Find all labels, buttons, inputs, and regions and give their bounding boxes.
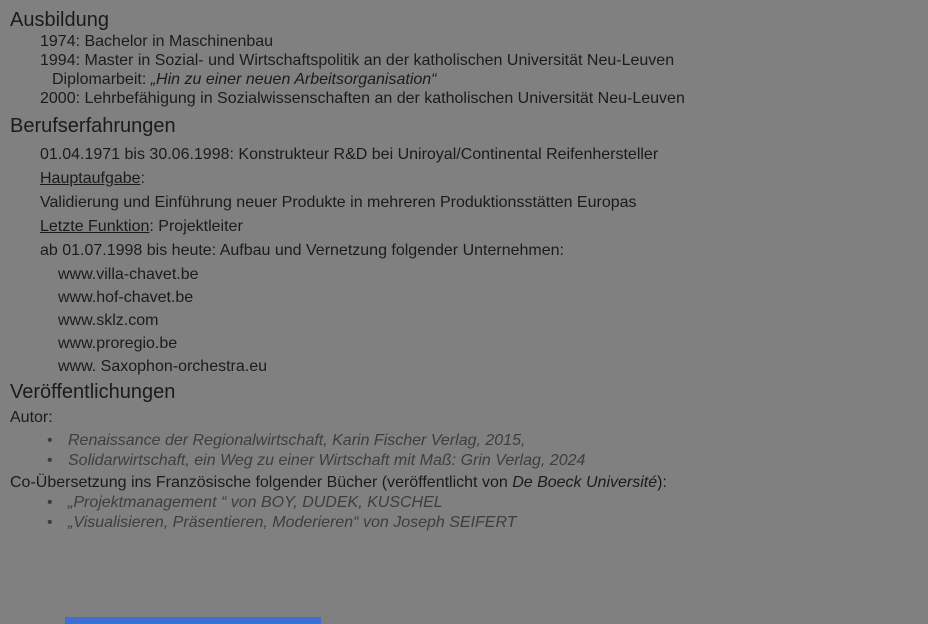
bullet-icon: • — [47, 432, 53, 449]
book-title: „Visualisieren, Präsentieren, Moderieren“ von Joseph SEIFERT — [68, 514, 517, 531]
book-item-solidarwirtschaft — [10, 451, 920, 471]
website-sklz: www.sklz.com — [58, 312, 159, 329]
bullet-icon: • — [47, 494, 53, 511]
letzte-funktion-line — [40, 215, 920, 239]
hauptaufgabe-line — [40, 167, 920, 191]
education-entry-diplomarbeit — [52, 70, 920, 89]
publisher-name: De Boeck Université — [512, 474, 658, 491]
book-title: Renaissance der Regionalwirtschaft, Karin Fischer Verlag, 2015, — [68, 432, 526, 449]
education-entry-2000: 2000: Lehrbefähigung in Sozialwissenschaften an der katholischen Universität Neu-Leuven — [40, 90, 685, 107]
current-work-entry: ab 01.07.1998 bis heute: Aufbau und Vernetzung folgender Unternehmen: — [40, 242, 564, 259]
education-entry-1994: 1994: Master in Sozial- und Wirtschaftspolitik an der katholischen Universität Neu-Leuven — [40, 52, 675, 69]
letzte-funktion-value: : Projektleiter — [149, 218, 243, 235]
bottom-blue-bar — [65, 617, 321, 624]
section-heading-berufserfahrungen: Berufserfahrungen — [10, 115, 176, 137]
autor-label: Autor: — [10, 409, 53, 426]
translated-book-projektmanagement — [10, 493, 920, 513]
hauptaufgabe-colon: : — [140, 170, 145, 187]
letzte-funktion-label: Letzte Funktion — [40, 218, 150, 235]
hauptaufgabe-description: Validierung und Einführung neuer Produkte in mehreren Produktionsstätten Europas — [40, 194, 637, 211]
section-heading-ausbildung: Ausbildung — [10, 9, 109, 31]
book-item-renaissance — [10, 431, 920, 451]
bullet-icon: • — [47, 514, 53, 531]
translated-book-visualisieren — [10, 513, 920, 533]
bullet-icon: • — [47, 452, 53, 469]
website-hof-chavet: www.hof-chavet.be — [58, 289, 194, 306]
co-uebersetzung-suffix: ): — [657, 474, 667, 491]
section-heading-veroeffentlichungen: Veröffentlichungen — [10, 381, 176, 403]
co-uebersetzung-prefix: Co-Übersetzung ins Französische folgender Bücher (veröffentlicht von — [10, 474, 513, 491]
book-title: „Projektmanagement “ von BOY, DUDEK, KUSCHEL — [68, 494, 443, 511]
website-saxophon-orchestra: www. Saxophon-orchestra.eu — [58, 358, 267, 375]
work-period-entry: 01.04.1971 bis 30.06.1998: Konstrukteur R&D bei Uniroyal/Continental Reifenhersteller — [40, 146, 659, 163]
diplomarbeit-label: Diplomarbeit: — [52, 71, 151, 88]
website-villa-chavet: www.villa-chavet.be — [58, 266, 199, 283]
website-proregio: www.proregio.be — [58, 335, 178, 352]
hauptaufgabe-label: Hauptaufgabe — [40, 170, 141, 187]
education-entry-1974: 1974: Bachelor in Maschinenbau — [40, 33, 274, 50]
book-title: Solidarwirtschaft, ein Weg zu einer Wirtschaft mit Maß: Grin Verlag, 2024 — [68, 452, 586, 469]
diplomarbeit-title: „Hin zu einer neuen Arbeitsorganisation“ — [150, 71, 437, 88]
co-uebersetzung-line — [10, 473, 920, 493]
